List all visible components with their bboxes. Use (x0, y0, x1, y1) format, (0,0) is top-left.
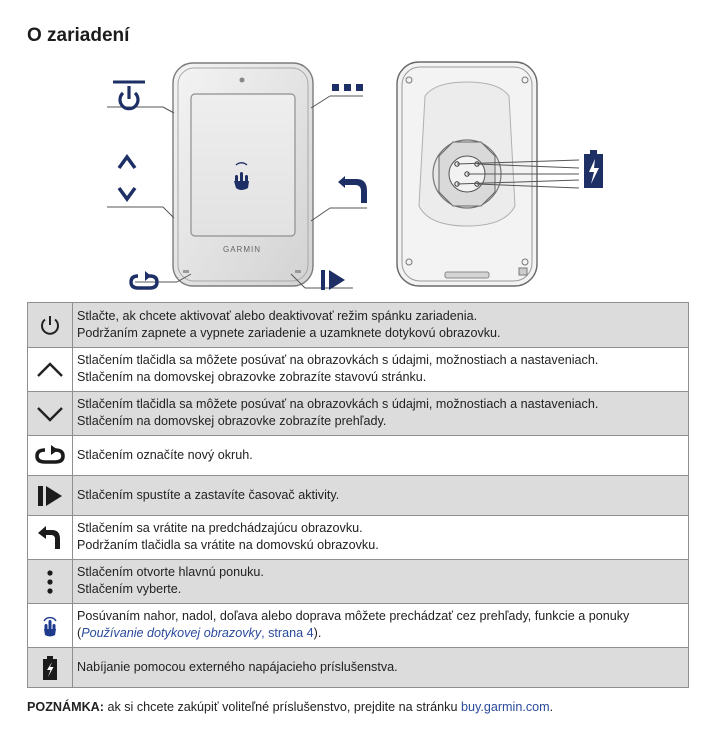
charging-text: Nabíjanie pomocou externého napájacieho príslušenstva. (77, 659, 398, 674)
down-cell (28, 392, 73, 436)
touch-link-title[interactable]: Používanie dotykovej obrazovky (81, 626, 262, 640)
back-cell (28, 516, 73, 560)
lap-text: Stlačením označíte nový okruh. (77, 447, 253, 462)
device-brand: GARMIN (223, 245, 261, 254)
table-row (28, 648, 689, 688)
key-table (27, 302, 689, 688)
back-icon (37, 526, 63, 550)
touch-text: Posúvaním nahor, nadol, doľava alebo doprava môžete prechádzať cez prehľady, funkcie a ponuky (77, 609, 630, 623)
back-description (73, 516, 689, 560)
start-stop-description (73, 476, 689, 516)
power-text-1: Stlačte, ak chcete aktivovať alebo deaktivovať režim spánku zariadenia. (77, 308, 478, 323)
power-cell (28, 303, 73, 348)
table-row (28, 348, 689, 392)
device-diagram (105, 56, 610, 294)
menu-text-2: Stlačením vyberte. (77, 582, 182, 596)
table-row (28, 303, 689, 348)
device-front (173, 63, 313, 286)
menu-dots-icon (45, 569, 55, 595)
menu-text-1: Stlačením otvorte hlavnú ponuku. (77, 565, 264, 579)
touch-link-page[interactable]: , strana 4 (261, 626, 314, 640)
menu-cell (28, 560, 73, 604)
up-description (73, 348, 689, 392)
menu-description (73, 560, 689, 604)
chevron-down-icon (35, 404, 65, 424)
table-row (28, 392, 689, 436)
start-stop-cell (28, 476, 73, 516)
up-cell (28, 348, 73, 392)
back-text-1: Stlačením sa vrátite na predchádzajúcu obrazovku. (77, 521, 363, 535)
chevron-up-icon (35, 360, 65, 380)
power-icon (39, 314, 61, 336)
buy-garmin-link[interactable]: buy.garmin.com (460, 700, 550, 714)
note-label: POZNÁMKA: (27, 700, 104, 714)
touch-cell (28, 604, 73, 648)
touch-icon (41, 615, 59, 637)
table-row (28, 560, 689, 604)
start-stop-icon (35, 485, 65, 507)
device-illustration (105, 56, 610, 294)
back-text-2: Podržaním tlačidla sa vrátite na domovskú obrazovku. (77, 538, 379, 552)
note-text: ak si chcete zakúpiť voliteľné príslušenstvo, prejdite na stránku (107, 700, 458, 714)
power-text-2: Podržaním zapnete a vypnete zariadenie a uzamknete dotykovú obrazovku. (77, 325, 501, 340)
down-text-1: Stlačením tlačidla sa môžete posúvať na obrazovkách s údajmi, možnostiach a nastaveniach. (77, 397, 599, 411)
up-text-2: Stlačením na domovskej obrazovke zobrazíte stavovú stránku. (77, 370, 427, 384)
down-text-2: Stlačením na domovskej obrazovke zobrazíte prehľady. (77, 414, 387, 428)
touch-reference: (Používanie dotykovej obrazovky, strana 4). (77, 626, 322, 640)
charging-icon (43, 656, 57, 680)
up-text-1: Stlačením tlačidla sa môžete posúvať na obrazovkách s údajmi, možnostiach a nastaveniach. (77, 353, 599, 367)
charging-cell (28, 648, 73, 688)
lap-description (73, 436, 689, 476)
charging-description (73, 648, 689, 688)
note: POZNÁMKA: ak si chcete zakúpiť voliteľné príslušenstvo, prejdite na stránku buy.garmin.com. (27, 700, 554, 714)
table-row (28, 516, 689, 560)
lap-icon (33, 445, 67, 467)
power-description (73, 303, 689, 348)
table-row (28, 604, 689, 648)
lap-cell (28, 436, 73, 476)
table-row (28, 476, 689, 516)
table-row (28, 436, 689, 476)
start-stop-text: Stlačením spustíte a zastavíte časovač aktivity. (77, 487, 340, 502)
touch-description (73, 604, 689, 648)
touch-screen-link[interactable] (81, 626, 313, 640)
page-title: O zariadení (27, 25, 130, 46)
down-description (73, 392, 689, 436)
